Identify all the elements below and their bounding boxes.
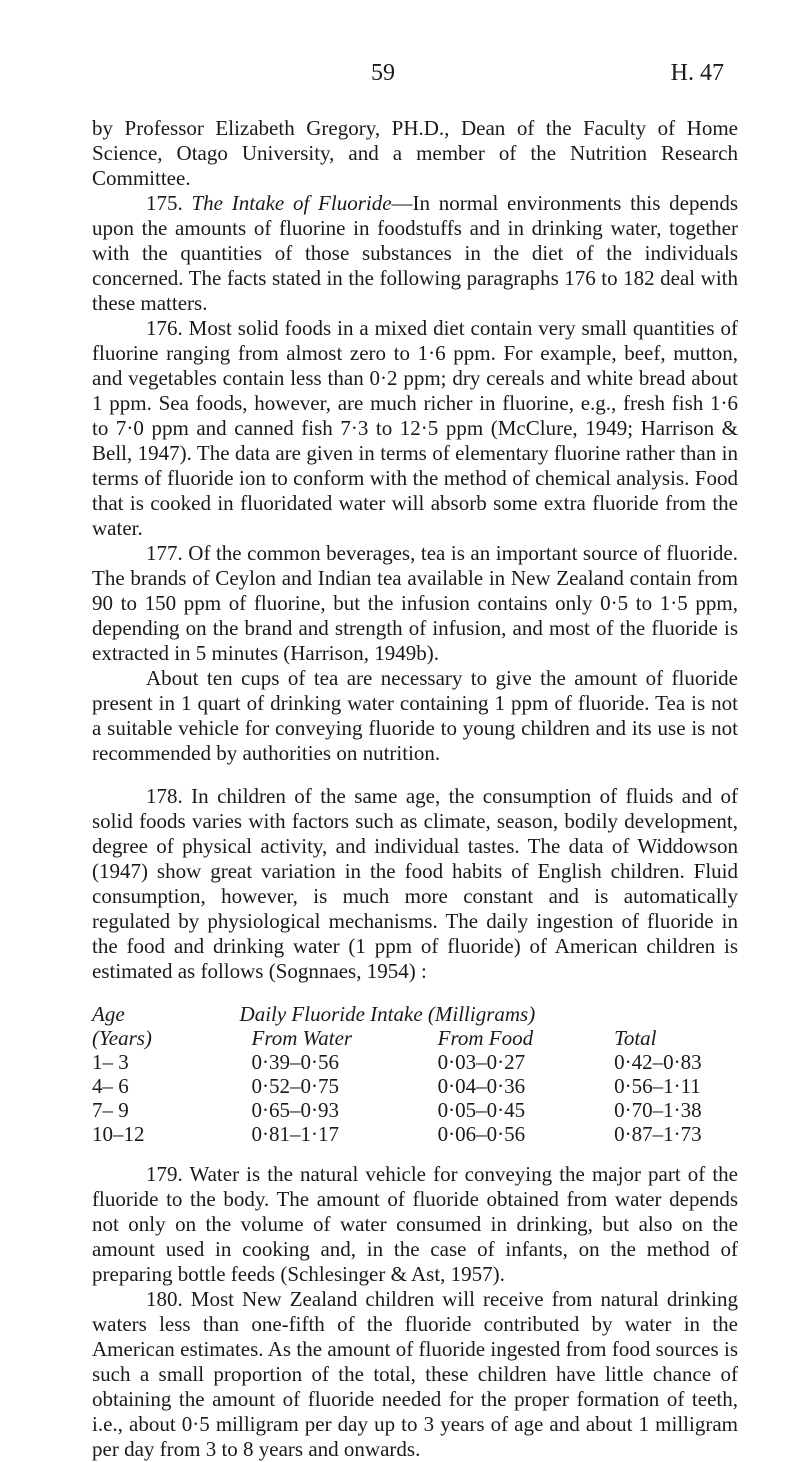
page-header — [0, 60, 800, 100]
page-number: 59 — [371, 60, 395, 86]
fluoride-intake-table — [92, 1002, 738, 1146]
page-body — [92, 116, 738, 1462]
total-cell: 0·87–1·73 — [614, 1122, 702, 1146]
food-cell: 0·06–0·56 — [437, 1122, 526, 1146]
paragraph-179: 179. Water is the natural vehicle for conveying the major part of the fluoride to the body. The amount of fluoride obtained from water depends not only on the volume of water consumed in drinking, but also on the amount used in cooking and, in the case of infants, on the method of preparing bottle feeds (Schlesinger & Ast, 1957). — [92, 1162, 738, 1286]
age-cell: 1– 3 — [92, 1050, 129, 1074]
paragraph-177-continued: About ten cups of tea are necessary to give the amount of fluoride present in 1 quart of drinking water containing 1 ppm of fluoride. Tea is not a suitable vehicle for conveying fluoride to young children and its use is not recommended by authorities on nutrition. — [92, 666, 738, 765]
water-cell: 0·39–0·56 — [251, 1050, 340, 1074]
total-cell: 0·70–1·38 — [614, 1098, 702, 1122]
age-header: Age — [92, 1002, 125, 1026]
total-cell: 0·56–1·11 — [614, 1074, 701, 1098]
paragraph-180: 180. Most New Zealand children will receive from natural drinking waters less than one-fifth of the fluoride contributed by water in the American estimates. As the amount of fluoride ingested from food sources is such a small proportion of the total, these children have little chance of obtaining the amount of fluoride needed for the proper formation of teeth, i.e., about 0·5 milligram per day up to 3 years of age and about 1 milligram per day from 3 to 8 years and onwards. — [92, 1287, 738, 1461]
paragraph-175-text: —In normal environments this depends upon the amounts of fluorine in foodstuffs and in drinking water, together with the quantities of those substances in the diet of the individuals concerned. The facts stated in the following paragraphs 176 to 182 deal with these matters. — [92, 191, 738, 315]
intake-group-header: Daily Fluoride Intake (Milligrams) — [239, 1002, 536, 1026]
food-cell: 0·04–0·36 — [437, 1074, 526, 1098]
table-row — [92, 1050, 738, 1074]
water-cell: 0·52–0·75 — [251, 1074, 340, 1098]
paragraph-176: 176. Most solid foods in a mixed diet contain very small quantities of fluorine ranging from almost zero to 1·6 ppm. For example, beef, mutton, and vegetables contain less than 0·2 ppm; dry cereals and white bread about 1 ppm. Sea foods, however, are much richer in fluorine, e.g., fresh fish 1·6 to 7·0 ppm and canned fish 7·3 to 12·5 ppm (McClure, 1949; Harrison & Bell, 1947). The data are given in terms of elementary fluorine rather than in terms of fluoride ion to conform with the method of chemical analysis. Food that is cooked in fluoridated water will absorb some extra fluoride from the water. — [92, 316, 738, 540]
table-row — [92, 1074, 738, 1098]
total-cell: 0·42–0·83 — [614, 1050, 702, 1074]
table-header-row-2 — [92, 1026, 738, 1050]
section-title: The Intake of Fluoride — [191, 191, 392, 215]
paragraph-175-number: 175. — [146, 191, 192, 215]
paragraph-177: 177. Of the common beverages, tea is an important source of fluoride. The brands of Ceylon and Indian tea available in New Zealand contain from 90 to 150 ppm of fluorine, but the infusion contains only 0·5 to 1·5 ppm, depending on the brand and strength of infusion, and most of the fluoride is extracted in 5 minutes (Harrison, 1949b). — [92, 541, 738, 665]
water-column-header: From Water — [251, 1026, 353, 1050]
paragraph-178: 178. In children of the same age, the consumption of fluids and of solid foods varies with factors such as climate, season, bodily development, degree of physical activity, and individual tastes. The data of Widdowson (1947) show great variation in the food habits of English children. Fluid consumption, however, is much more constant and is automatically regulated by physiological mechanisms. The daily ingestion of fluoride in the food and drinking water (1 ppm of fluoride) of American children is estimated as follows (Sognnaes, 1954) : — [92, 784, 738, 983]
document-reference: H. 47 — [670, 60, 724, 86]
paragraph-175 — [92, 191, 738, 316]
total-column-header: Total — [614, 1026, 657, 1050]
water-cell: 0·65–0·93 — [251, 1098, 340, 1122]
table-row — [92, 1122, 738, 1146]
food-cell: 0·05–0·45 — [437, 1098, 526, 1122]
age-cell: 7– 9 — [92, 1098, 129, 1122]
age-unit-header: (Years) — [92, 1026, 152, 1050]
age-cell: 4– 6 — [92, 1074, 129, 1098]
table-row — [92, 1098, 738, 1122]
intro-paragraph: by Professor Elizabeth Gregory, PH.D., Dean of the Faculty of Home Science, Otago University, and a member of the Nutrition Research Committee. — [92, 116, 738, 190]
food-cell: 0·03–0·27 — [437, 1050, 526, 1074]
water-cell: 0·81–1·17 — [251, 1122, 340, 1146]
food-column-header: From Food — [437, 1026, 534, 1050]
age-cell: 10–12 — [92, 1122, 145, 1146]
table-header-row-1 — [92, 1002, 738, 1026]
